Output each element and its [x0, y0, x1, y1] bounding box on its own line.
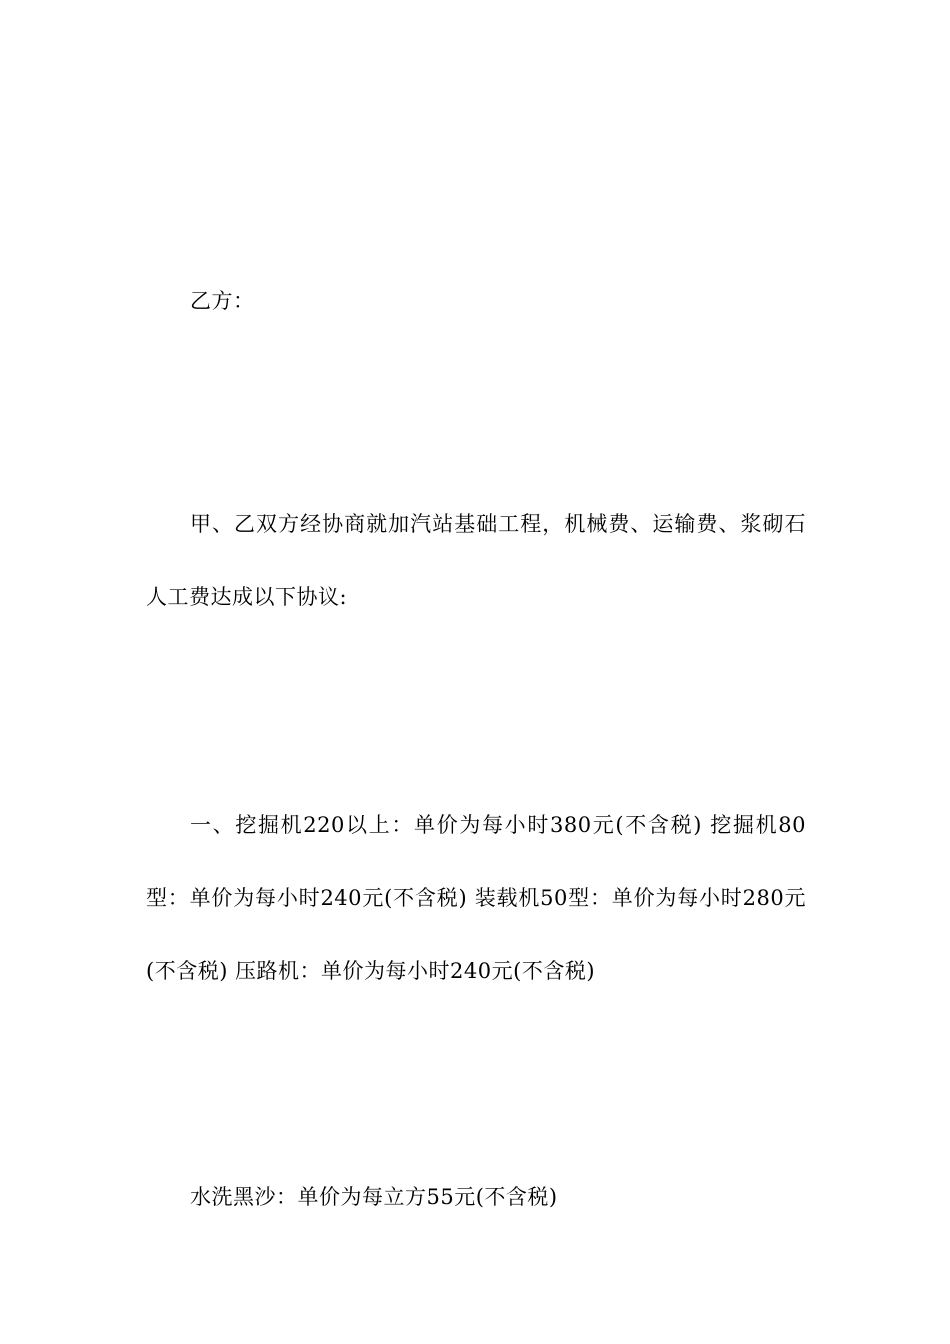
- sand-price-paragraph: 水洗黑沙：单价为每立方55元(不含税): [190, 1185, 558, 1209]
- machinery-price-paragraph: 一、挖掘机220以上：单价为每小时380元(不含税) 挖掘机80型：单价为每小时240元(不含税) 装载机50型：单价为每小时280元(不含税) 压路机：单价为每小时240元(不含税): [146, 813, 806, 983]
- agreement-intro-paragraph: 甲、乙双方经协商就加汽站基础工程，机械费、运输费、浆砌石人工费达成以下协议:: [146, 512, 806, 609]
- party-b-label: 乙方：: [190, 289, 255, 313]
